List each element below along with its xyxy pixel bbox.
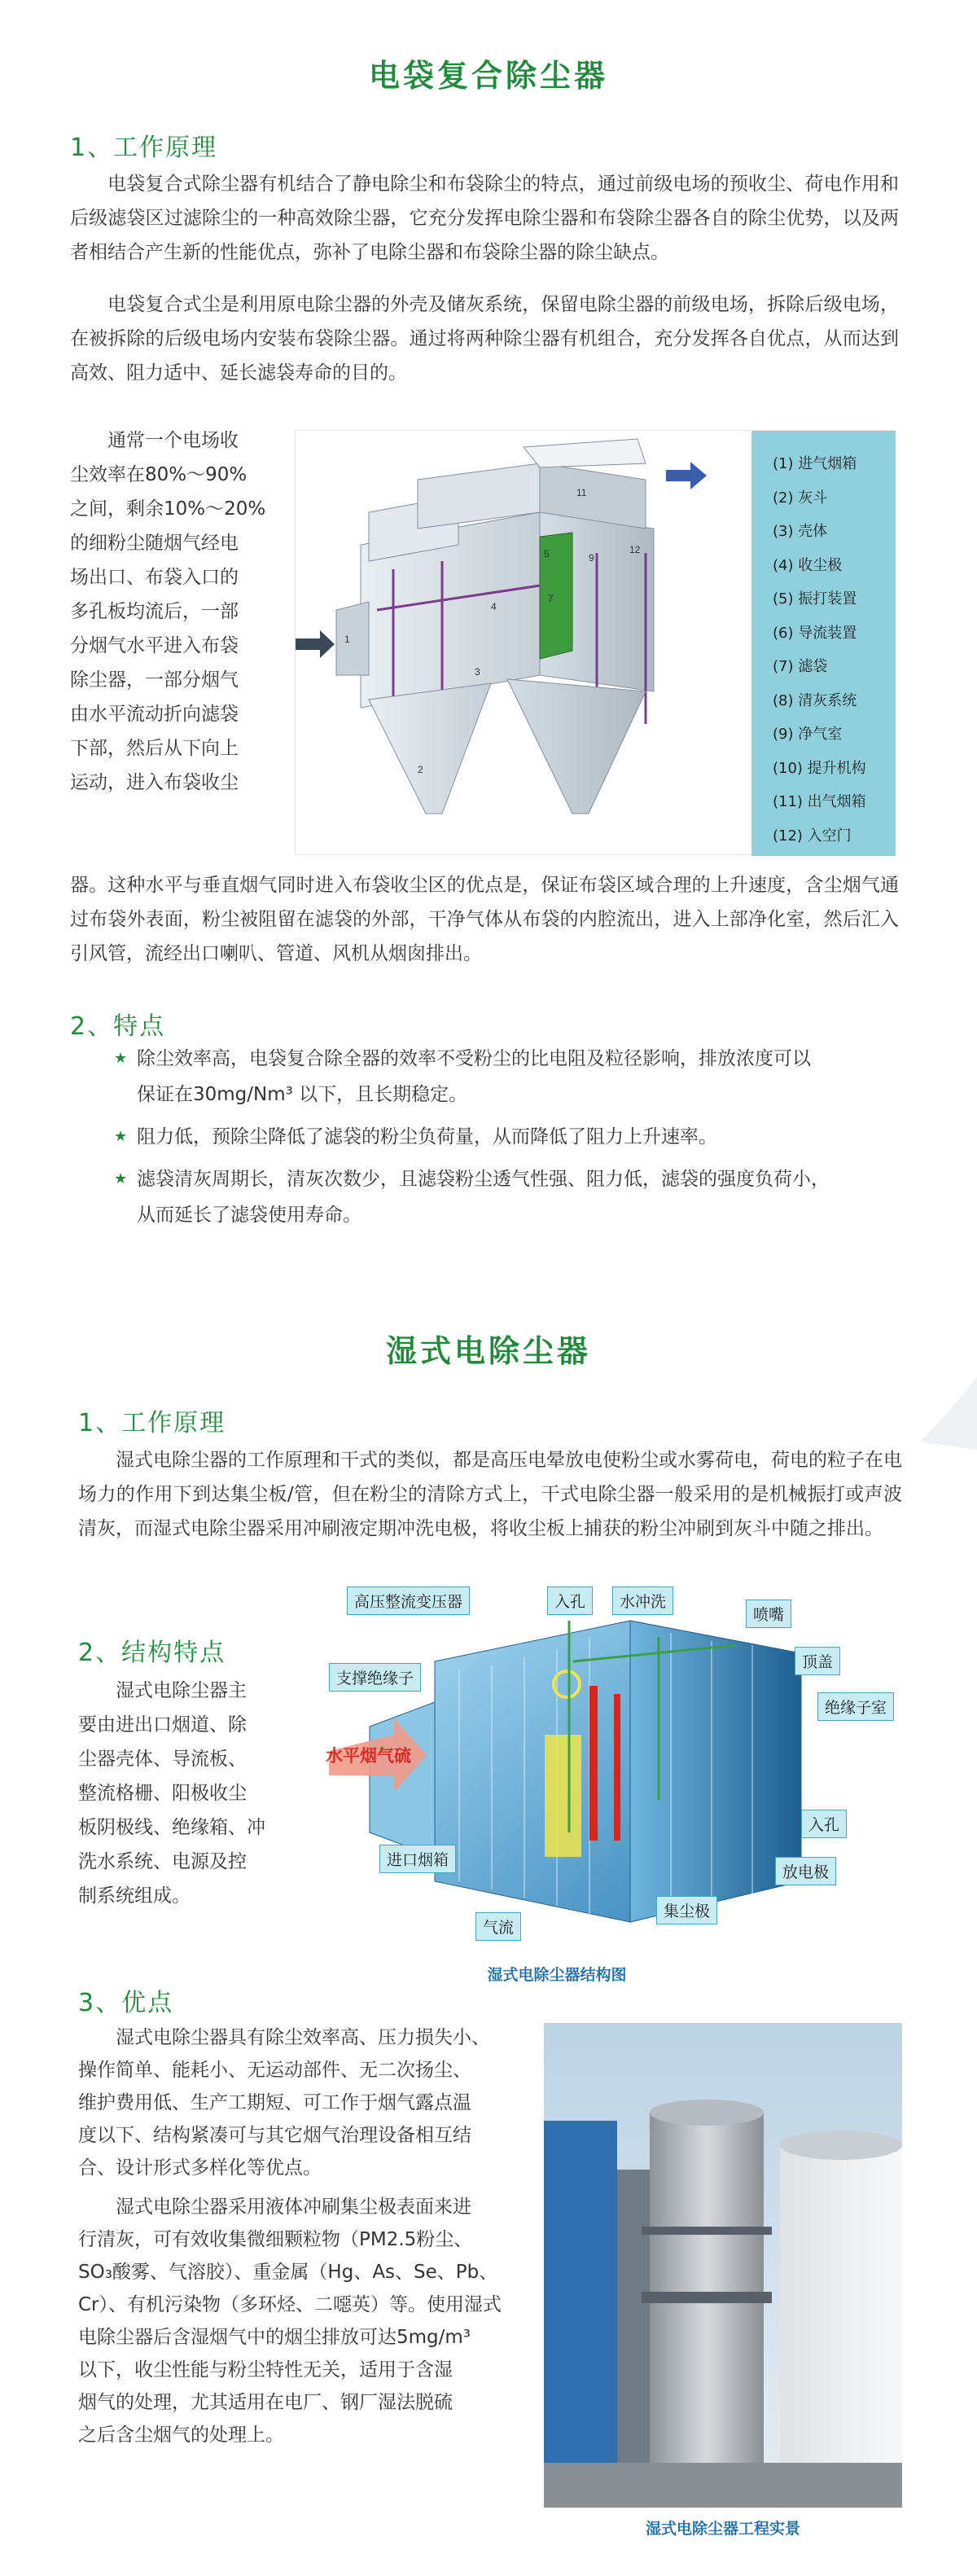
- s1-heading-features: 2、特点: [70, 1012, 166, 1041]
- photo-caption: 湿式电除尘器工程实景: [645, 2520, 800, 2538]
- s1-p3-line: 由水平流动折向滤袋: [70, 704, 239, 725]
- s1-paragraph-3-left: [70, 423, 282, 800]
- svg-text:5: 5: [544, 548, 550, 560]
- svg-text:12: 12: [629, 544, 641, 555]
- s1-p3-line: 运动，进入布袋收尘: [70, 772, 239, 793]
- legend-item: (12) 入空门: [773, 827, 852, 845]
- s2-p4-line: 行清灰，可有效收集微细颗粒物（PM2.5粉尘、: [78, 2229, 473, 2250]
- s2-p3-line: 湿式电除尘器具有除尘效率高、压力损失小、: [116, 2027, 490, 2048]
- s1-heading-principle: 1、工作原理: [70, 134, 218, 162]
- s1-p3-line: 多孔板均流后，一部: [70, 601, 239, 622]
- decorative-swoosh: [920, 1376, 977, 1450]
- s2-p3-line: 操作简单、能耗小、无运动部件、无二次扬尘、: [78, 2060, 471, 2081]
- feature-bullet-1-line2: 保证在30mg/Nm³ 以下，且长期稳定。: [137, 1084, 468, 1105]
- s2-p3-line: 维护费用低、生产工期短、可工作于烟气露点温: [78, 2092, 471, 2113]
- diagram-illustration: [296, 431, 751, 856]
- feature-bullet-3-line2: 从而延长了滤袋使用寿命。: [137, 1205, 361, 1226]
- s2-p4-line: 湿式电除尘器采用液体冲刷集尘极表面来进: [116, 2196, 471, 2218]
- s2-p2-line: 整流格栅、阳极收尘: [78, 1783, 247, 1804]
- feature-bullet-3-line1: 滤袋清灰周期长，清灰次数少，且滤袋粉尘透气性强、阻力低，滤袋的强度负荷小，: [137, 1169, 830, 1190]
- label-collector: 集尘极: [656, 1896, 717, 1924]
- feature-bullet-2: [114, 1119, 902, 1155]
- star-icon: ★: [114, 1170, 128, 1187]
- legend-item: (3) 壳体: [773, 523, 828, 540]
- label-discharge-electrode: 放电极: [775, 1857, 836, 1885]
- s2-p2-line: 板阴极线、绝缘箱、冲: [78, 1817, 265, 1838]
- section1-title: 电袋复合除尘器: [368, 58, 608, 94]
- legend-item: (10) 提升机构: [773, 759, 866, 777]
- label-roof: 顶盖: [795, 1647, 840, 1675]
- s1-p3-line: 的细粉尘随烟气经电: [70, 533, 239, 554]
- s2-p2-line: 尘器壳体、导流板、: [78, 1749, 247, 1770]
- s2-p3-line: 合、设计形式多样化等优点。: [78, 2157, 322, 2179]
- electrostatic-bag-diagram: [295, 430, 895, 855]
- s2-heading-advantages: 3、优点: [78, 1989, 174, 2017]
- star-icon: ★: [114, 1050, 128, 1067]
- label-nozzle: 喷嘴: [746, 1600, 791, 1628]
- label-airflow: 气流: [475, 1912, 521, 1941]
- s2-paragraph-1-text: 湿式电除尘器的工作原理和干式的类似，都是高压电晕放电使粉尘或水雾荷电，荷电的粒子在电场力的作用下到达集尘板/管，但在粉尘的清除方式上，干式电除尘器一般采用的是机械振打或声波清灰，而湿式电除尘器采用冲刷液定期冲洗电极，将收尘板上捕获的粉尘冲刷到灰斗中随之排出。: [78, 1450, 902, 1539]
- diagram-caption: 湿式电除尘器结构图: [487, 1966, 627, 1984]
- star-icon: ★: [114, 1128, 128, 1145]
- s1-p3-line: 下部，然后从下向上: [70, 738, 239, 759]
- s2-p4-line: 之后含尘烟气的处理上。: [78, 2425, 284, 2446]
- label-support-insulator: 支撑绝缘子: [329, 1663, 421, 1692]
- s2-paragraph-2: [78, 1674, 322, 1913]
- wet-esp-diagram: [326, 1588, 909, 1951]
- diagram-legend: [751, 431, 896, 856]
- label-manhole-top: 入孔: [547, 1586, 593, 1615]
- legend-item: (1) 进气烟箱: [773, 455, 857, 472]
- feature-bullet-2-text: 阻力低，预除尘降低了滤袋的粉尘负荷量，从而降低了阻力上升速率。: [137, 1126, 717, 1148]
- s1-paragraph-3-tail: 器。这种水平与垂直烟气同时进入布袋收尘区的优点是，保证布袋区域合理的上升速度，含尘烟气通过布袋外表面，粉尘被阻留在滤袋的外部，干净气体从布袋的内腔流出，进入上部净化室，然后汇入引风管，流经出口喇叭、管道、风机从烟囱排出。: [70, 875, 899, 964]
- legend-item: (4) 收尘极: [773, 556, 843, 574]
- label-water-wash: 水冲洗: [612, 1586, 673, 1615]
- label-inlet-box: 进口烟箱: [379, 1845, 456, 1873]
- s2-p4-line: Cr）、有机污染物（多环烃、二噁英）等。使用湿式: [78, 2294, 502, 2315]
- s1-p3-line: 场出口、布袋入口的: [70, 567, 239, 588]
- s2-paragraph-4: [78, 2191, 531, 2451]
- wet-esp-photo-illustration: [544, 2023, 902, 2508]
- s2-p2-line: 制系统组成。: [78, 1885, 191, 1907]
- s2-p4-line: 烟气的处理，尤其适用在电厂、钢厂湿法脱硫: [78, 2392, 453, 2413]
- s2-p2-line: 洗水系统、电源及控: [78, 1851, 247, 1872]
- svg-text:3: 3: [475, 666, 480, 678]
- label-manhole-side: 入孔: [801, 1810, 847, 1838]
- section2-title: 湿式电除尘器: [385, 1333, 591, 1369]
- s1-paragraph-1: [70, 167, 899, 270]
- label-flue-gas: 水平烟气硫: [326, 1746, 411, 1766]
- s2-paragraph-3: [78, 2021, 531, 2184]
- s1-paragraph-2: [70, 287, 899, 390]
- legend-item: (2) 灰斗: [773, 489, 828, 507]
- svg-text:1: 1: [344, 634, 350, 645]
- s2-p4-line: 以下，收尘性能与粉尘特性无关，适用于含湿: [78, 2359, 453, 2381]
- wet-esp-photo: [544, 2023, 902, 2508]
- feature-bullet-1: [114, 1041, 902, 1112]
- svg-text:2: 2: [418, 764, 423, 775]
- svg-text:9: 9: [589, 552, 594, 564]
- s1-paragraph-2-text: 电袋复合式尘是利用原电除尘器的外壳及储灰系统，保留电除尘器的前级电场，拆除后级电场，在被拆除的后级电场内安装布袋除尘器。通过将两种除尘器有机组合，充分发挥各自优点，从而达到高效、阻力适中、延长滤袋寿命的目的。: [70, 294, 899, 384]
- s1-p3-line: 通常一个电场收: [107, 430, 239, 451]
- s1-p3-line: 分烟气水平进入布袋: [70, 635, 239, 656]
- svg-text:7: 7: [548, 593, 554, 604]
- s1-p3-line: 除尘器，一部分烟气: [70, 669, 239, 691]
- s2-heading-principle: 1、工作原理: [78, 1409, 226, 1437]
- s2-p2-line: 湿式电除尘器主: [116, 1680, 247, 1701]
- s2-p4-line: SO₃酸雾、气溶胶）、重金属（Hg、As、Se、Pb、: [78, 2262, 498, 2283]
- label-transformer: 高压整流变压器: [347, 1586, 470, 1615]
- s1-p3-line: 之间，剩余10%～20%: [70, 498, 266, 520]
- legend-item: (11) 出气烟箱: [773, 793, 866, 810]
- legend-item: (9) 净气室: [773, 726, 843, 743]
- label-insulator-room: 绝缘子室: [817, 1692, 894, 1721]
- s1-paragraph-1-text: 电袋复合式除尘器有机结合了静电除尘和布袋除尘的特点，通过前级电场的预收尘、荷电作用和后级滤袋区过滤除尘的一种高效除尘器，它充分发挥电除尘器和布袋除尘器各自的除尘优势，以及两者相结合产生新的性能优点，弥补了电除尘器和布袋除尘器的除尘缺点。: [70, 173, 899, 263]
- legend-item: (7) 滤袋: [773, 658, 828, 675]
- svg-text:4: 4: [491, 601, 497, 612]
- legend-item: (8) 清灰系统: [773, 691, 857, 709]
- wet-esp-illustration: [329, 1588, 909, 1951]
- s1-p3-line: 尘效率在80%～90%: [70, 464, 248, 485]
- legend-item: (6) 导流装置: [773, 624, 857, 642]
- svg-text:11: 11: [576, 487, 587, 498]
- s2-paragraph-1: [78, 1443, 902, 1546]
- legend-item: (5) 振打装置: [773, 590, 857, 608]
- s2-p4-line: 电除尘器后含湿烟气中的烟尘排放可达5mg/m³: [78, 2327, 471, 2348]
- feature-bullet-1-line1: 除尘效率高，电袋复合除全器的效率不受粉尘的比电阻及粒径影响，排放浓度可以: [137, 1048, 811, 1069]
- s2-p2-line: 要由进出口烟道、除: [78, 1714, 247, 1736]
- s2-heading-structure: 2、结构特点: [78, 1639, 226, 1667]
- s2-p3-line: 度以下、结构紧凑可与其它烟气治理设备相互结: [78, 2125, 471, 2146]
- feature-bullet-3: [114, 1161, 902, 1233]
